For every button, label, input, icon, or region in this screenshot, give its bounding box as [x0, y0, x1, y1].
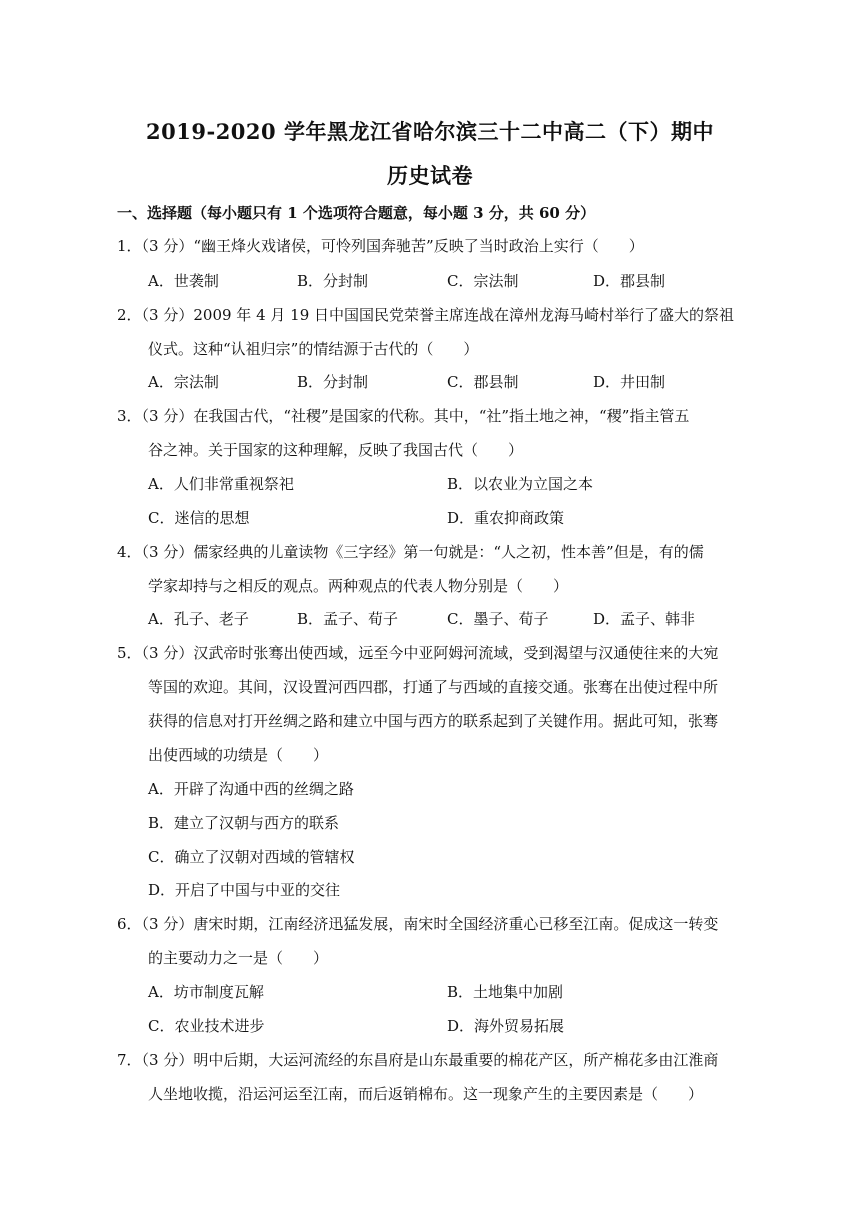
- question-3-option-a: A．人们非常重视祭祀: [148, 475, 294, 493]
- question-1-option-b: B．分封制: [297, 272, 369, 290]
- question-1-option-c: C．宗法制: [447, 272, 519, 290]
- exam-title: 2019-2020 学年黑龙江省哈尔滨三十二中高二（下）期中: [146, 119, 714, 144]
- question-3-option-c: C．迷信的思想: [148, 509, 250, 527]
- exam-subtitle: 历史试卷: [387, 163, 473, 188]
- question-4-option-d: D．孟子、韩非: [593, 610, 696, 628]
- question-6-option-a: A．坊市制度瓦解: [148, 983, 264, 1001]
- question-2-stem: 2．（3 分）2009 年 4 月 19 日中国国民党荣誉主席连战在漳州龙海马崎村举行了盛大的祭祖: [117, 306, 735, 324]
- question-4-stem: 4．（3 分）儒家经典的儿童读物《三字经》第一句就是：“人之初，性本善”但是，有的儒: [117, 543, 704, 561]
- question-2-option-c: C．郡县制: [447, 373, 519, 391]
- question-5-option-b: B．建立了汉朝与西方的联系: [148, 814, 340, 832]
- question-4-option-c: C．墨子、荀子: [447, 610, 549, 628]
- question-6-stem-cont: 的主要动力之一是（ ）: [148, 949, 329, 967]
- question-6-stem: 6．（3 分）唐宋时期，江南经济迅猛发展，南宋时全国经济重心已移至江南。促成这一转变: [117, 915, 719, 933]
- question-6-option-d: D．海外贸易拓展: [447, 1017, 565, 1035]
- question-7-stem-cont: 人坐地收揽，沿运河运至江南，而后返销棉布。这一现象产生的主要因素是（ ）: [148, 1085, 704, 1103]
- question-3-stem: 3．（3 分）在我国古代，“社稷”是国家的代称。其中，“社”指土地之神，“稷”指主管五: [117, 407, 690, 425]
- question-2-option-b: B．分封制: [297, 373, 369, 391]
- question-2-option-d: D．井田制: [593, 373, 666, 391]
- question-7-stem: 7．（3 分）明中后期，大运河流经的东昌府是山东最重要的棉花产区，所产棉花多由江淮商: [117, 1051, 719, 1069]
- question-5-option-d: D．开启了中国与中亚的交往: [148, 881, 341, 899]
- question-4-option-a: A．孔子、老子: [148, 610, 249, 628]
- question-5-stem: 5．（3 分）汉武帝时张骞出使西域，远至今中亚阿姆河流域，受到渴望与汉通使往来的大宛: [117, 644, 719, 662]
- question-3-option-b: B．以农业为立国之本: [447, 475, 594, 493]
- question-2-option-a: A．宗法制: [148, 373, 219, 391]
- question-5-stem-cont-2: 获得的信息对打开丝绸之路和建立中国与西方的联系起到了关键作用。据此可知，张骞: [148, 712, 719, 730]
- question-5-option-a: A．开辟了沟通中西的丝绸之路: [148, 780, 354, 798]
- question-5-stem-cont-1: 等国的欢迎。其间，汉设置河西四郡，打通了与西域的直接交通。张骞在出使过程中所: [148, 678, 719, 696]
- question-1-option-a: A．世袭制: [148, 272, 219, 290]
- question-5-stem-cont-3: 出使西域的功绩是（ ）: [148, 746, 329, 764]
- question-4-option-b: B．孟子、荀子: [297, 610, 399, 628]
- question-1-option-d: D．郡县制: [593, 272, 666, 290]
- question-1-stem: 1．（3 分）“幽王烽火戏诸侯，可怜列国奔驰苦”反映了当时政治上实行（ ）: [117, 237, 644, 255]
- question-3-stem-cont: 谷之神。关于国家的这种理解，反映了我国古代（ ）: [148, 441, 524, 459]
- question-3-option-d: D．重农抑商政策: [447, 509, 565, 527]
- question-2-stem-cont: 仪式。这种“认祖归宗”的情结源于古代的（ ）: [148, 340, 479, 358]
- question-5-option-c: C．确立了汉朝对西域的管辖权: [148, 848, 355, 866]
- section-heading: 一、选择题（每小题只有 1 个选项符合题意，每小题 3 分，共 60 分）: [117, 204, 596, 222]
- question-6-option-b: B．土地集中加剧: [447, 983, 564, 1001]
- question-4-stem-cont: 学家却持与之相反的观点。两种观点的代表人物分别是（ ）: [148, 577, 569, 595]
- question-6-option-c: C．农业技术进步: [148, 1017, 265, 1035]
